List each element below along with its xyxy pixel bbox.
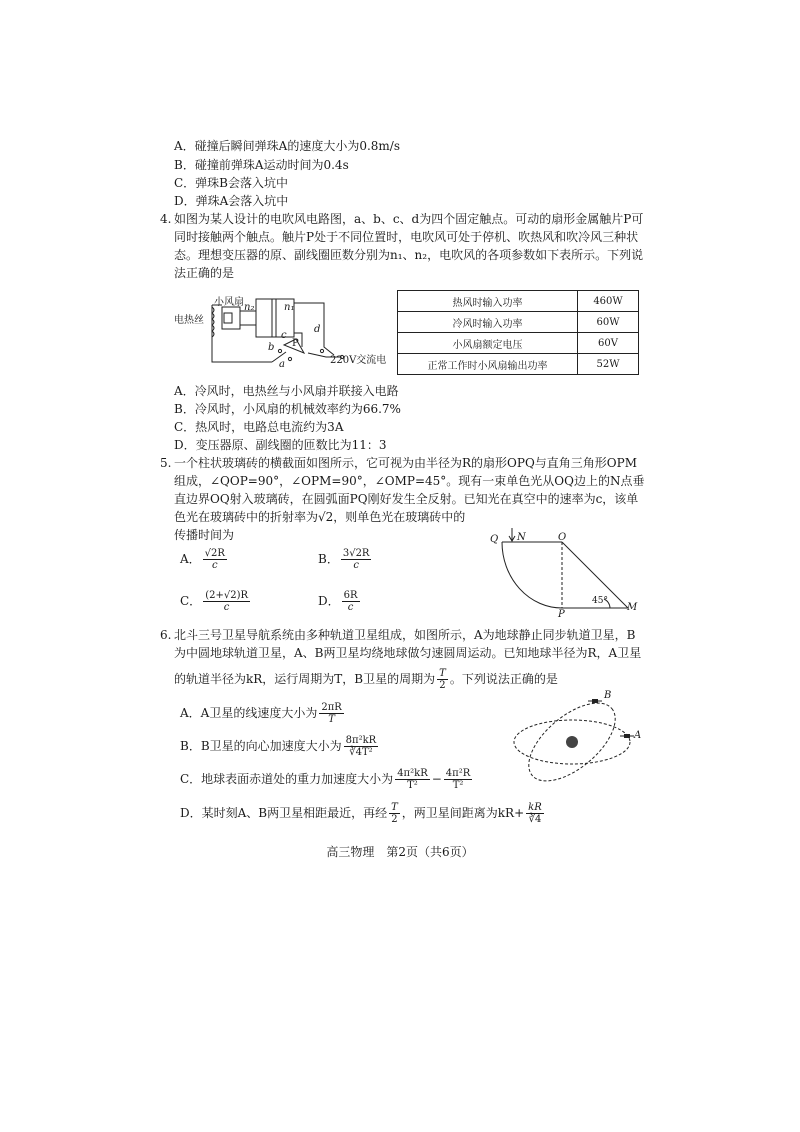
frac-num: 2πR: [321, 702, 342, 713]
frac-den: 2: [439, 680, 446, 691]
frac-den: c: [212, 560, 218, 571]
contact-a-label: a: [279, 359, 285, 370]
satellite-a-icon: [620, 734, 634, 738]
satellite-orbit-figure: [512, 690, 646, 800]
q5-stem-line-2: 组成，∠QOP=90°，∠OPM=90°，∠OMP=45°。现有一束单色光从OQ边上的N点垂: [174, 474, 645, 488]
q5-option-a: [180, 548, 229, 571]
stem-text: 。下列说法正确的是: [449, 672, 558, 686]
frac-den: c: [353, 560, 359, 571]
option-text: D．某时刻A、B两卫星相距最近，再经: [180, 806, 388, 820]
frac-den: T: [328, 714, 335, 725]
frac-num: 8π²kR: [345, 735, 377, 746]
q3-option-d: D．弹珠A会落入坑中: [174, 194, 289, 208]
q4-option-c: C．热风时，电路总电流约为3A: [174, 420, 344, 434]
hair-dryer-parameters-table: [397, 290, 639, 375]
q5-stem-line-1: 一个柱状玻璃砖的横截面如图所示，它可视为由半径为R的扇形OPQ与直角三角形OPM: [174, 456, 637, 470]
frac-num: √2R: [204, 548, 225, 559]
q5-option-d: [318, 590, 362, 613]
q6-option-c: [180, 768, 474, 791]
table-row: [398, 354, 639, 375]
contact-c-label: c: [281, 330, 287, 341]
minus-sign: −: [431, 772, 442, 786]
q4-stem-line-4: 法正确的是: [174, 266, 235, 280]
q6-option-d: [180, 802, 546, 825]
contact-p-label: P: [292, 338, 299, 349]
q3-option-b: B．碰撞前弹珠A运动时间为0.4s: [174, 158, 349, 172]
frac-num: 3√2R: [342, 548, 370, 559]
option-text: ，两卫星间距离为kR+: [401, 806, 525, 820]
frac-num: 6R: [343, 590, 358, 601]
contact-b-label: b: [268, 342, 275, 353]
q3-option-a: A．碰撞后瞬间弹珠A的速度大小为0.8m/s: [174, 139, 400, 153]
q6-stem-line-3: [174, 668, 558, 691]
q5-stem-line-4: 色光在玻璃砖中的折射率为√2，则单色光在玻璃砖中的: [174, 510, 466, 524]
q6-number: 6.: [160, 628, 172, 642]
frac-num: T: [391, 802, 398, 813]
ac-supply-label: 220V交流电: [330, 355, 387, 366]
frac-num: (2+√2)R: [205, 590, 248, 601]
satellite-a-label: A: [634, 730, 642, 741]
param-value: 460W: [578, 291, 639, 312]
q4-stem-line-1: 如图为某人设计的电吹风电路图，a、b、c、d为四个固定触点。可动的扇形金属触片P可: [174, 212, 644, 226]
param-value: 60W: [578, 312, 639, 333]
option-text: B．B卫星的向心加速度大小为: [180, 739, 342, 753]
option-label: A．: [180, 552, 201, 566]
frac-num: 4π²R: [445, 768, 471, 779]
option-text: A．A卫星的线速度大小为: [180, 706, 318, 720]
option-label: C．: [180, 594, 202, 608]
frac-den: 2: [391, 814, 398, 825]
point-o-label: O: [558, 532, 567, 543]
q4-option-b: B．冷风时，小风扇的机械效率约为66.7%: [174, 402, 401, 416]
param-name: 热风时输入功率: [398, 291, 578, 312]
param-value: 60V: [578, 333, 639, 354]
param-name: 冷风时输入功率: [398, 312, 578, 333]
frac-den: c: [223, 602, 230, 613]
point-n-label: N: [517, 532, 526, 543]
option-text: C．地球表面赤道处的重力加速度大小为: [180, 772, 394, 786]
n2-label: n₂: [244, 302, 255, 313]
satellite-b-icon: [588, 699, 602, 703]
frac-num: 4π²kR: [397, 768, 428, 779]
frac-den: c: [347, 602, 354, 613]
q6-stem-line-2: 为中圆地球轨道卫星，A、B两卫星均绕地球做匀速圆周运动。已知地球半径为R，A卫星: [174, 646, 642, 660]
q3-option-c: C．弹珠B会落入坑中: [174, 176, 289, 190]
q4-option-d: D．变压器原、副线圈的匝数比为11：3: [174, 438, 387, 452]
page-footer: 高三物理 第2页（共6页）: [326, 845, 474, 859]
point-m-label: M: [627, 602, 638, 613]
heater-label: 电热丝: [174, 315, 204, 326]
q6-stem-line-1: 北斗三号卫星导航系统由多种轨道卫星组成，如图所示，A为地球静止同步轨道卫星，B: [174, 628, 636, 642]
frac-den: T²: [452, 780, 464, 791]
param-name: 小风扇额定电压: [398, 333, 578, 354]
q4-stem-line-3: 态。理想变压器的原、副线圈匝数分别为n₁、n₂，电吹风的各项参数如下表所示。下列说: [174, 248, 644, 262]
q6-option-a: [180, 702, 346, 725]
q6-option-b: [180, 735, 380, 758]
frac-num: kR: [528, 802, 542, 813]
table-row: [398, 333, 639, 354]
frac-den: ∛4: [528, 814, 542, 825]
option-label: D．: [318, 594, 340, 608]
q4-option-a: A．冷风时，电热丝与小风扇并联接入电路: [174, 384, 399, 398]
satellite-b-label: B: [604, 690, 612, 701]
point-q-label: Q: [490, 534, 499, 545]
stem-text: 的轨道半径为kR，运行周期为T，B卫星的周期为: [174, 672, 436, 686]
n1-label: n₁: [284, 302, 295, 313]
point-p-label: P: [558, 609, 565, 620]
contact-d-label: d: [314, 324, 321, 335]
q5-option-b: [318, 548, 373, 571]
q4-stem-line-2: 同时接触两个触点。触片P处于不同位置时，电吹风可处于停机、吹热风和吹冷风三种状: [174, 230, 639, 244]
table-row: [398, 312, 639, 333]
option-label: B．: [318, 552, 339, 566]
frac-den: T²: [407, 780, 418, 791]
q4-number: 4.: [160, 212, 172, 226]
table-row: [398, 291, 639, 312]
q5-number: 5.: [160, 456, 172, 470]
frac-num: T: [439, 668, 446, 679]
fan-label: 小风扇: [214, 297, 244, 308]
angle-label: 45°: [592, 596, 608, 606]
earth-icon: [566, 736, 578, 748]
frac-den: ∛4T²: [349, 747, 373, 758]
q5-option-c: [180, 590, 252, 613]
q5-stem-line-3: 直边界OQ射入玻璃砖，在圆弧面PQ刚好发生全反射。已知光在真空中的速率为c，该单: [174, 492, 639, 506]
param-value: 52W: [578, 354, 639, 375]
param-name: 正常工作时小风扇输出功率: [398, 354, 578, 375]
q5-stem-line-5: 传播时间为: [174, 528, 235, 542]
